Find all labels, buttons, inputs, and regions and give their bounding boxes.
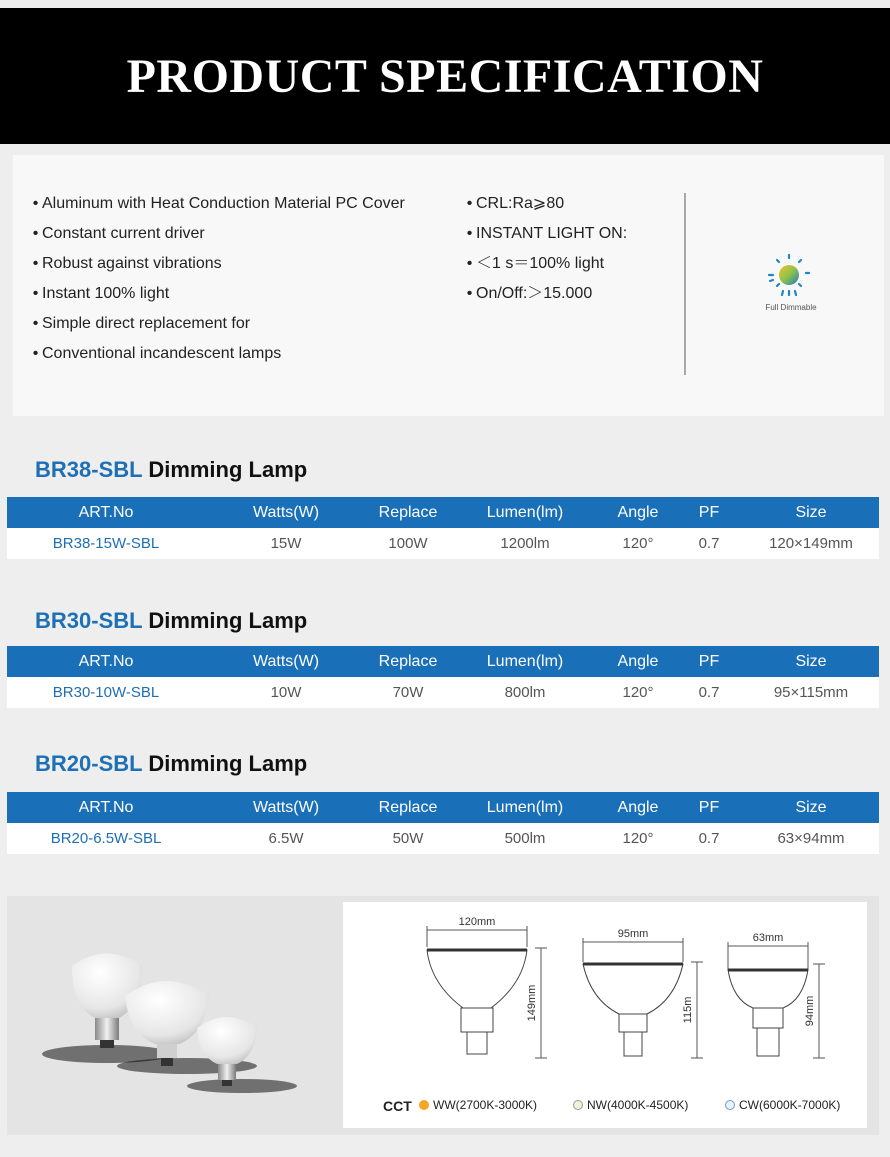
warm-white-dot-icon xyxy=(419,1100,429,1110)
series-code: BR38-SBL xyxy=(35,457,143,482)
series-name: Dimming Lamp xyxy=(148,457,308,482)
table-cell: 0.7 xyxy=(675,823,743,854)
cct-option-cw xyxy=(725,1098,840,1112)
col-header: Size xyxy=(743,497,879,528)
feature-item: • Aluminum with Heat Conduction Material PC Cover xyxy=(29,193,405,223)
table-header-row xyxy=(7,646,879,677)
feature-item: • Robust against vibrations xyxy=(29,253,405,283)
feature-item: • Constant current driver xyxy=(29,223,405,253)
feature-item: • INSTANT LIGHT ON: xyxy=(463,223,627,253)
br30-width-label: 95mm xyxy=(617,928,649,940)
vertical-divider xyxy=(684,193,686,375)
table-cell: 800lm xyxy=(449,677,601,708)
series-title xyxy=(35,457,307,483)
cool-white-dot-icon xyxy=(725,1100,735,1110)
series-name: Dimming Lamp xyxy=(148,751,308,776)
page-title: PRODUCT SPECIFICATION xyxy=(126,49,764,103)
table-cell: 15W xyxy=(205,528,367,559)
col-header: Lumen(lm) xyxy=(449,497,601,528)
col-header: PF xyxy=(675,497,743,528)
table-cell: 1200lm xyxy=(449,528,601,559)
table-cell: 6.5W xyxy=(205,823,367,854)
br38-height-label: 149mm xyxy=(526,984,538,1022)
table-cell: 70W xyxy=(367,677,449,708)
table-cell: BR20-6.5W-SBL xyxy=(7,823,205,854)
table-cell: BR38-15W-SBL xyxy=(7,528,205,559)
col-header: Size xyxy=(743,646,879,677)
cct-option-text: NW(4000K-4500K) xyxy=(587,1098,689,1112)
feature-item: • CRL:Ra⩾80 xyxy=(463,193,627,223)
feature-item: • On/Off:＞15.000 xyxy=(463,283,627,313)
feature-list-left xyxy=(29,193,405,373)
cct-option-nw xyxy=(573,1098,688,1112)
series-title xyxy=(35,608,307,634)
col-header: Angle xyxy=(601,646,675,677)
full-dimmable-icon xyxy=(761,251,817,299)
col-header: Replace xyxy=(367,497,449,528)
col-header: Watts(W) xyxy=(205,497,367,528)
table-cell: 10W xyxy=(205,677,367,708)
table-header-row xyxy=(7,497,879,528)
table-cell: 100W xyxy=(367,528,449,559)
cct-option-ww xyxy=(419,1098,537,1112)
br30-height-label: 115m xyxy=(682,996,694,1024)
dimension-lines xyxy=(343,902,867,1128)
br38-width-label: 120mm xyxy=(458,916,496,928)
table-row xyxy=(7,677,879,708)
spec-table-br38 xyxy=(7,497,879,559)
spec-table-br30 xyxy=(7,646,879,708)
table-cell: BR30-10W-SBL xyxy=(7,677,205,708)
col-header: Replace xyxy=(367,646,449,677)
table-cell: 63×94mm xyxy=(743,823,879,854)
cct-option-text: WW(2700K-3000K) xyxy=(433,1098,538,1112)
br20-height-label: 94mm xyxy=(804,995,816,1027)
table-cell: 120° xyxy=(601,528,675,559)
series-title xyxy=(35,751,307,777)
col-header: Replace xyxy=(367,792,449,823)
feature-item: • ＜1 s＝100% light xyxy=(463,253,627,283)
col-header: Watts(W) xyxy=(205,792,367,823)
series-code: BR20-SBL xyxy=(35,751,143,776)
col-header: Lumen(lm) xyxy=(449,646,601,677)
col-header: Watts(W) xyxy=(205,646,367,677)
col-header: ART.No xyxy=(7,792,205,823)
feature-item: • Instant 100% light xyxy=(29,283,405,313)
table-cell: 95×115mm xyxy=(743,677,879,708)
table-header-row xyxy=(7,792,879,823)
feature-item: • Simple direct replacement for xyxy=(29,313,405,343)
neutral-white-dot-icon xyxy=(573,1100,583,1110)
col-header: Angle xyxy=(601,497,675,528)
table-cell: 120° xyxy=(601,823,675,854)
bulbs-photo xyxy=(37,936,297,1116)
series-code: BR30-SBL xyxy=(35,608,143,633)
table-cell: 50W xyxy=(367,823,449,854)
col-header: PF xyxy=(675,792,743,823)
col-header: Lumen(lm) xyxy=(449,792,601,823)
col-header: Size xyxy=(743,792,879,823)
full-dimmable-label: Full Dimmable xyxy=(765,303,817,312)
cct-option-text: CW(6000K-7000K) xyxy=(739,1098,841,1112)
table-cell: 500lm xyxy=(449,823,601,854)
spec-table-br20 xyxy=(7,792,879,854)
table-row xyxy=(7,528,879,559)
table-row xyxy=(7,823,879,854)
col-header: PF xyxy=(675,646,743,677)
col-header: ART.No xyxy=(7,646,205,677)
feature-list-right xyxy=(463,193,627,313)
table-cell: 0.7 xyxy=(675,677,743,708)
col-header: ART.No xyxy=(7,497,205,528)
features-panel xyxy=(13,155,884,416)
feature-item: • Conventional incandescent lamps xyxy=(29,343,405,373)
col-header: Angle xyxy=(601,792,675,823)
table-cell: 0.7 xyxy=(675,528,743,559)
table-cell: 120° xyxy=(601,677,675,708)
product-illustration-panel xyxy=(7,896,879,1135)
series-name: Dimming Lamp xyxy=(148,608,308,633)
br20-width-label: 63mm xyxy=(752,932,784,944)
dimension-drawings xyxy=(343,902,867,1128)
cct-label: CCT xyxy=(383,1098,412,1114)
header-banner xyxy=(0,8,890,144)
table-cell: 120×149mm xyxy=(743,528,879,559)
